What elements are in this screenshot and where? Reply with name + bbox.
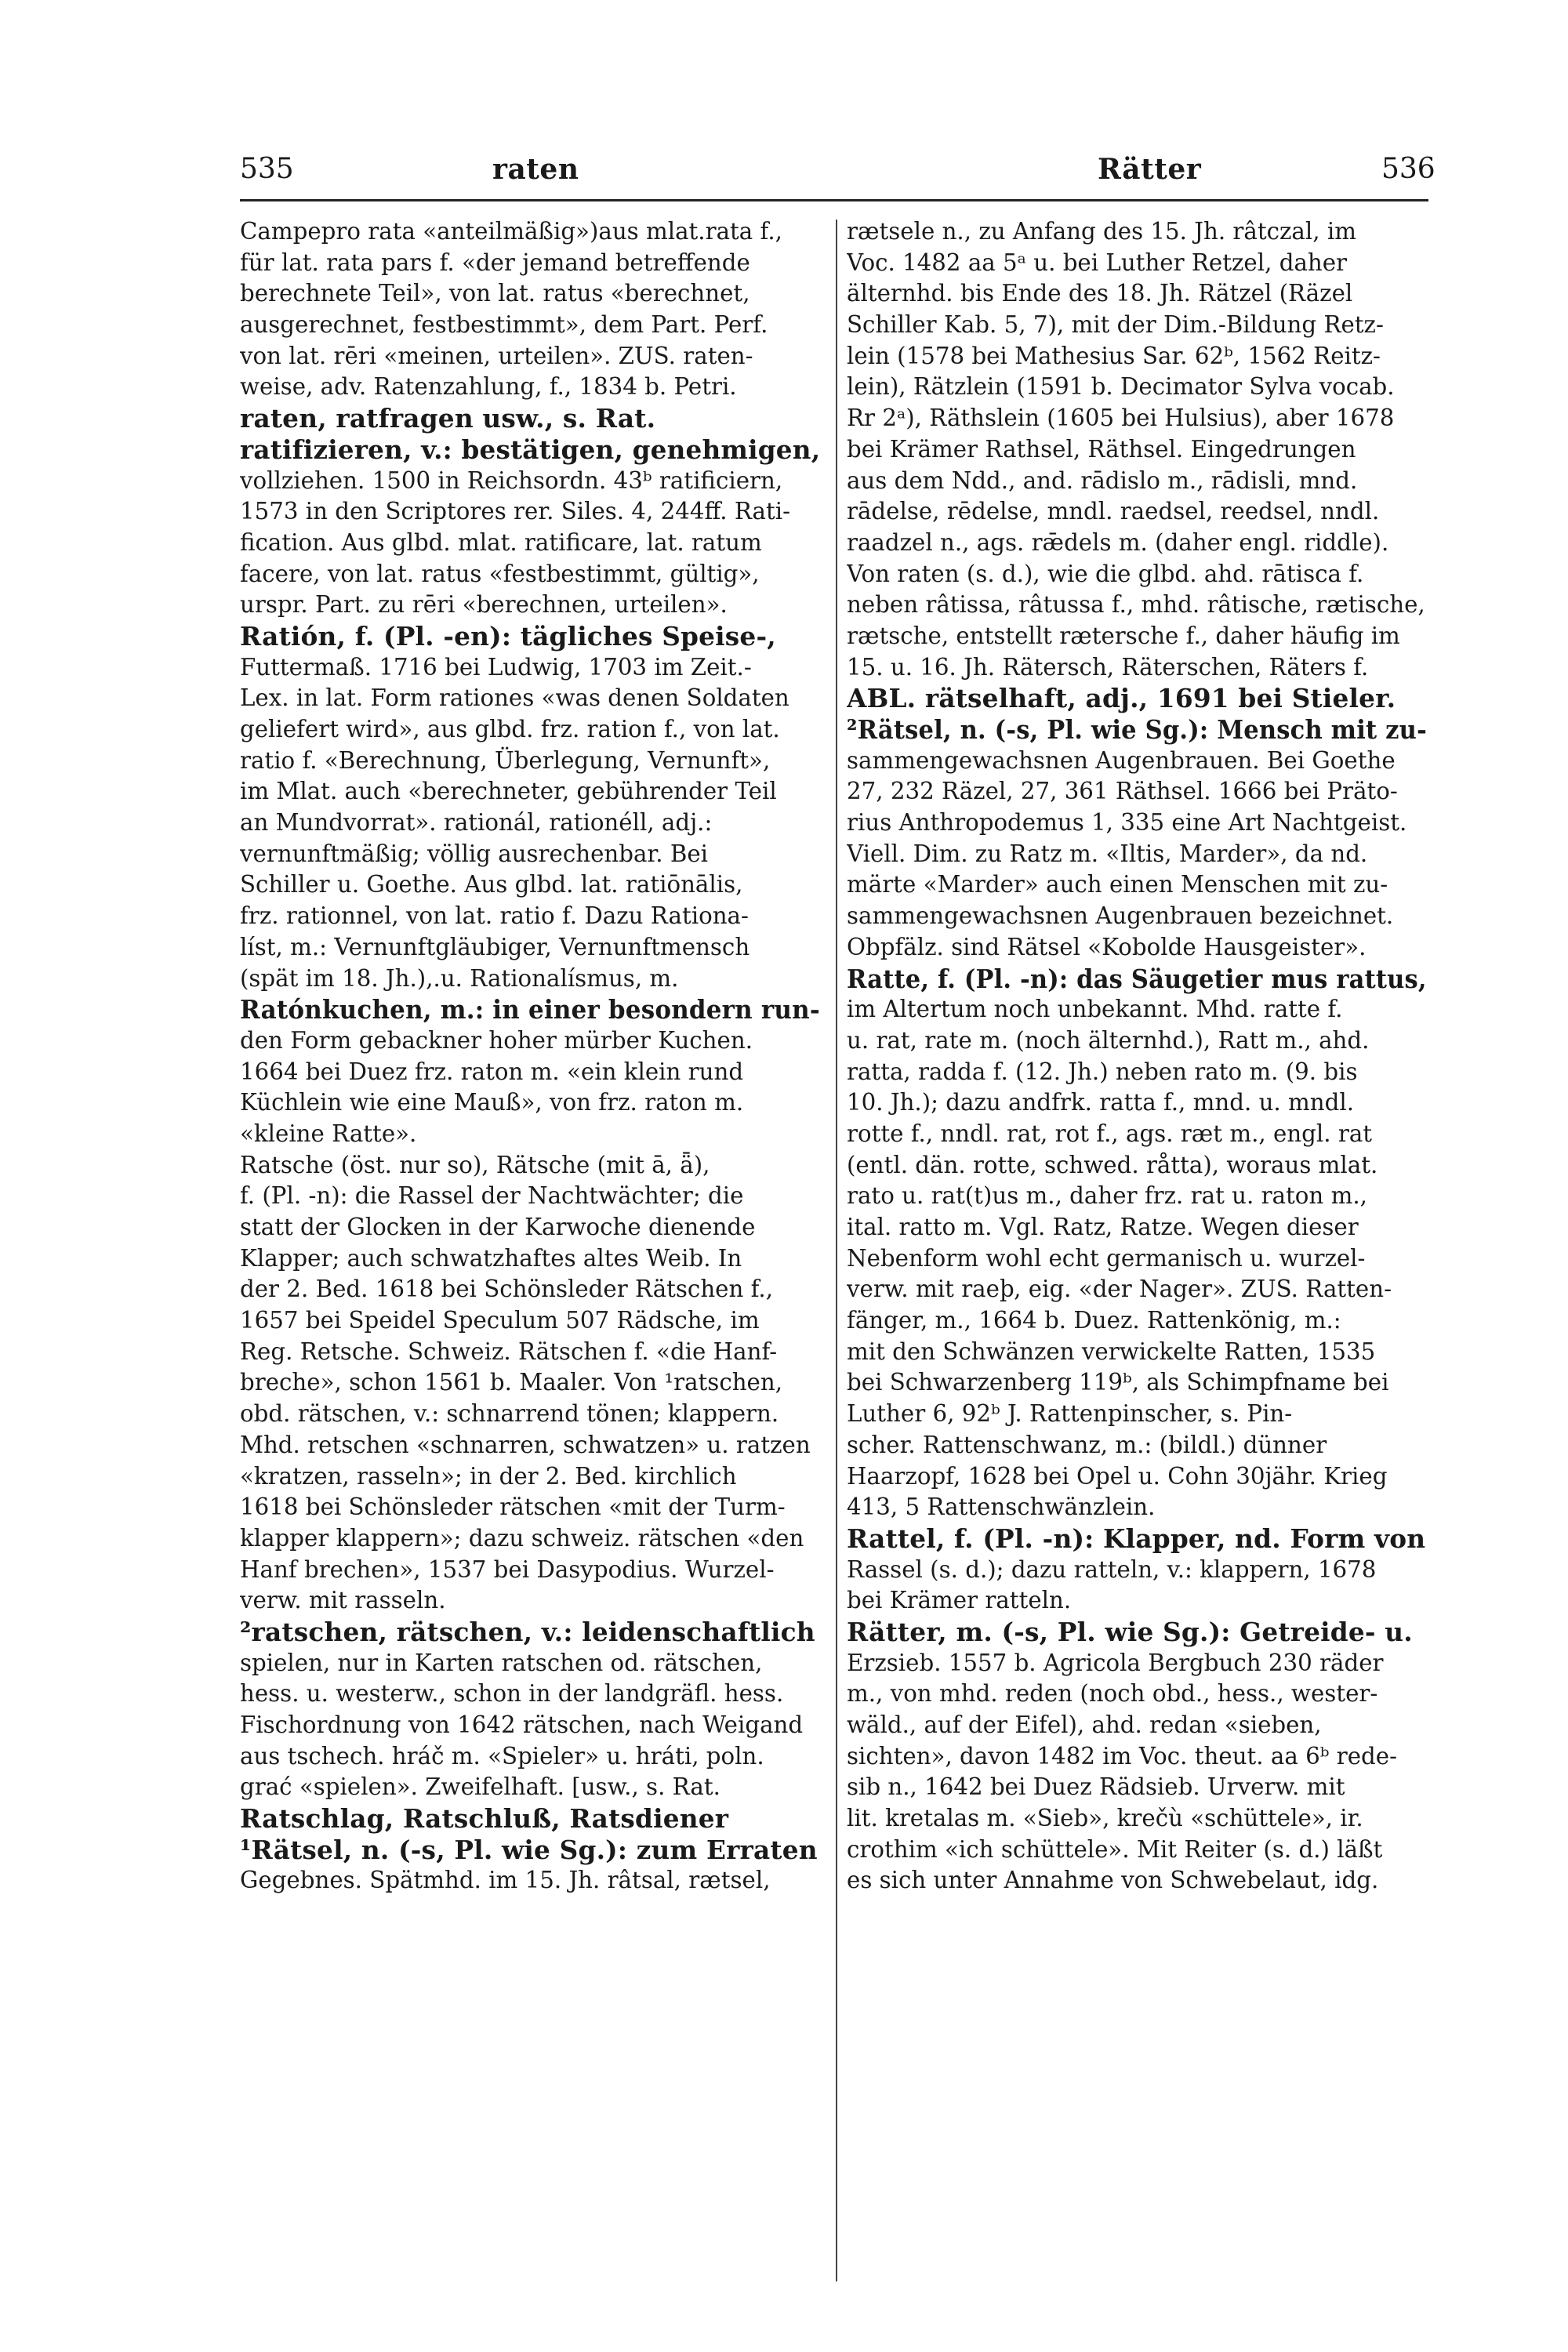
text-line: breche», schon 1561 b. Maaler. Von ¹ratschen,: [240, 1369, 783, 1396]
text-line: rius Anthropodemus 1, 335 eine Art Nachtgeist.: [847, 809, 1407, 837]
text-line: statt der Glocken in der Karwoche dienende: [240, 1214, 756, 1240]
text-line: älternhd. bis Ende des 18. Jh. Rätzel (Räzel: [847, 280, 1353, 307]
text-line: Futtermaß. 1716 bei Ludwig, 1703 im Zeit.-: [240, 653, 752, 681]
text-line: fication. Aus glbd. mlat. ratificare, lat. ratum: [240, 528, 762, 556]
text-line: Obpfälz. sind Rätsel «Kobolde Hausgeister».: [847, 933, 1367, 960]
text-line: im Altertum noch unbekannt. Mhd. ratte f.: [847, 996, 1343, 1023]
text-line: der 2. Bed. 1618 bei Schönsleder Rätschen f.,: [240, 1276, 774, 1303]
text-line: «kratzen, rasseln»; in der 2. Bed. kirchlich: [240, 1462, 737, 1490]
text-line: Viell. Dim. zu Ratz m. «Iltis, Marder», da nd.: [847, 840, 1368, 867]
text-line: ¹Rätsel, n. (-s, Pl. wie Sg.): zum Erraten: [240, 1834, 818, 1865]
text-line: 1573 in den Scriptores rer. Siles. 4, 244ff. Rati-: [240, 498, 790, 525]
text-line: ital. ratto m. Vgl. Ratz, Ratze. Wegen dieser: [847, 1214, 1359, 1240]
text-line: spielen, nur in Karten ratschen od. rätschen,: [240, 1649, 763, 1676]
text-line: Reg. Retsche. Schweiz. Rätschen f. «die Hanf-: [240, 1338, 778, 1365]
text-line: lein), Rätzlein (1591 b. Decimator Sylva vocab.: [847, 373, 1395, 401]
text-line: berechnete Teil», von lat. ratus «berechnet,: [240, 280, 750, 307]
text-line: lit. kretalas m. «Sieb», krečù «schüttele», ir.: [847, 1805, 1363, 1832]
text-line: ABL. rätselhaft, adj., 1691 bei Stieler.: [847, 683, 1396, 714]
text-line: mit den Schwänzen verwickelte Ratten, 1535: [847, 1338, 1376, 1365]
text-line: Schiller Kab. 5, 7), mit der Dim.-Bildung Retz-: [847, 311, 1384, 339]
text-line: bei Schwarzenberg 119ᵇ, als Schimpfname bei: [847, 1369, 1389, 1396]
text-line: 15. u. 16. Jh. Rätersch, Räterschen, Räters f.: [847, 653, 1369, 681]
text-line: rætsche, entstellt rætersche f., daher häufig im: [847, 622, 1400, 649]
text-line: Rätter, m. (-s, Pl. wie Sg.): Getreide- u.: [847, 1616, 1413, 1647]
text-line: ratifizieren, v.: bestätigen, genehmigen,: [240, 434, 821, 465]
text-line: märte «Marder» auch einen Menschen mit zu-: [847, 871, 1388, 898]
text-line: es sich unter Annahme von Schwebelaut, idg.: [847, 1867, 1379, 1894]
text-line: Ratte, f. (Pl. -n): das Säugetier mus rattus,: [847, 963, 1427, 994]
text-line: rotte f., nndl. rat, rot f., ags. ræt m., engl. rat: [847, 1120, 1373, 1147]
column-divider: [836, 220, 837, 2281]
text-line: vernunftmäßig; völlig ausrechenbar. Bei: [240, 840, 708, 867]
text-column-left: [240, 216, 825, 2286]
text-line: ratio f. «Berechnung, Überlegung, Vernunft»,: [240, 746, 771, 774]
text-line: 1664 bei Duez frz. raton m. «ein klein rund: [240, 1058, 744, 1085]
running-head-right: Rätter: [1098, 153, 1202, 186]
text-line: scher. Rattenschwanz, m.: (bildl.) dünner: [847, 1431, 1327, 1458]
text-line: líst, m.: Vernunftgläubiger, Vernunftmensch: [240, 933, 750, 960]
text-line: Ratsche (öst. nur so), Rätsche (mit ā, ǟ),: [240, 1151, 710, 1178]
page-number-right: 536: [1381, 153, 1436, 185]
text-line: grać «spielen». Zweifelhaft. [usw., s. Rat.: [240, 1773, 720, 1801]
text-line: (entl. dän. rotte, schwed. råtta), woraus mlat.: [847, 1151, 1378, 1178]
text-line: wäld., auf der Eifel), ahd. redan «sieben,: [847, 1711, 1322, 1738]
text-line: weise, adv. Ratenzahlung, f., 1834 b. Petri.: [240, 373, 737, 401]
text-line: aus tschech. hráč m. «Spieler» u. hráti, poln.: [240, 1742, 764, 1769]
text-line: f. (Pl. -n): die Rassel der Nachtwächter; die: [240, 1182, 744, 1210]
text-line: Rattel, f. (Pl. -n): Klapper, nd. Form von: [847, 1523, 1426, 1554]
text-line: rato u. rat(t)us m., daher frz. rat u. raton m.,: [847, 1182, 1367, 1210]
text-line: Küchlein wie eine Mauß», von frz. raton m.: [240, 1089, 744, 1116]
text-line: Erzsieb. 1557 b. Agricola Bergbuch 230 räder: [847, 1649, 1384, 1676]
text-line: ausgerechnet, festbestimmt», dem Part. Perf.: [240, 311, 768, 339]
text-line: Ratión, f. (Pl. -en): tägliches Speise-,: [240, 620, 776, 652]
text-line: im Mlat. auch «berechneter, gebührender Teil: [240, 778, 777, 805]
text-line: 27, 232 Räzel, 27, 361 Räthsel. 1666 bei Präto-: [847, 778, 1398, 805]
text-line: an Mundvorrat». rationál, rationéll, adj.:: [240, 809, 713, 837]
text-line: fänger, m., 1664 b. Duez. Rattenkönig, m.:: [847, 1307, 1341, 1334]
text-line: für lat. rata pars f. «der jemand betreffende: [240, 249, 750, 276]
text-line: Ratónkuchen, m.: in einer besondern run-: [240, 994, 820, 1025]
text-line: m., von mhd. reden (noch obd., hess., wester-: [847, 1680, 1378, 1708]
text-line: verw. mit raeþ, eig. «der Nager». ZUS. Ratten-: [847, 1276, 1392, 1303]
text-line: Mhd. retschen «schnarren, schwatzen» u. ratzen: [240, 1431, 811, 1458]
text-line: obd. rätschen, v.: schnarrend tönen; klappern.: [240, 1400, 779, 1428]
text-line: ratta, radda f. (12. Jh.) neben rato m. (9. bis: [847, 1058, 1358, 1085]
text-line: 1657 bei Speidel Speculum 507 Rädsche, im: [240, 1307, 760, 1334]
text-line: sammengewachsnen Augenbrauen bezeichnet.: [847, 902, 1394, 930]
text-line: Nebenform wohl echt germanisch u. wurzel-: [847, 1244, 1366, 1272]
text-line: Hanf brechen», 1537 bei Dasypodius. Wurzel-: [240, 1555, 775, 1583]
text-line: Schiller u. Goethe. Aus glbd. lat. ratiōnālis,: [240, 871, 743, 898]
text-line: vollziehen. 1500 in Reichsordn. 43ᵇ ratificiern,: [240, 466, 783, 494]
text-line: raadzel n., ags. rǣdels m. (daher engl. riddle).: [847, 528, 1389, 556]
text-line: crothim «ich schüttele». Mit Reiter (s. d.) läßt: [847, 1835, 1383, 1863]
text-line: facere, von lat. ratus «festbestimmt, gültig»,: [240, 560, 760, 587]
text-line: rādelse, rēdelse, mndl. raedsel, reedsel, nndl.: [847, 498, 1380, 525]
text-line: Haarzopf, 1628 bei Opel u. Cohn 30jähr. Krieg: [847, 1462, 1388, 1490]
text-line: Fischordnung von 1642 rätschen, nach Weigand: [240, 1711, 804, 1738]
text-line: Campepro rata «anteilmäßig»)aus mlat.rata f.,: [240, 218, 782, 245]
text-line: 413, 5 Rattenschwänzlein.: [847, 1494, 1156, 1521]
text-line: bei Krämer Rathsel, Räthsel. Eingedrungen: [847, 435, 1356, 463]
text-line: sichten», davon 1482 im Voc. theut. aa 6ᵇ rede-: [847, 1742, 1397, 1769]
text-line: u. rat, rate m. (noch älternhd.), Ratt m., ahd.: [847, 1026, 1370, 1054]
text-line: den Form gebackner hoher mürber Kuchen.: [240, 1026, 753, 1054]
text-line: lein (1578 bei Mathesius Sar. 62ᵇ, 1562 Reitz-: [847, 342, 1381, 369]
text-line: aus dem Ndd., and. rādislo m., rādisli, mnd.: [847, 466, 1358, 494]
text-line: von lat. rēri «meinen, urteilen». ZUS. raten-: [240, 342, 753, 369]
page-number-left: 535: [240, 153, 294, 185]
text-line: Lex. in lat. Form rationes «was denen Soldaten: [240, 684, 789, 712]
text-line: raten, ratfragen usw., s. Rat.: [240, 403, 656, 434]
text-line: geliefert wird», aus glbd. frz. ration f., von lat.: [240, 716, 780, 742]
text-line: neben râtissa, râtussa f., mhd. râtische, rætische,: [847, 591, 1425, 619]
running-head-left: raten: [492, 153, 579, 186]
text-line: Klapper; auch schwatzhaftes altes Weib. In: [240, 1244, 742, 1272]
text-line: sib n., 1642 bei Duez Rädsieb. Urverw. mit: [847, 1773, 1345, 1801]
text-line: (spät im 18. Jh.),.u. Rationalísmus, m.: [240, 964, 679, 992]
text-line: Luther 6, 92ᵇ J. Rattenpinscher, s. Pin-: [847, 1400, 1293, 1428]
text-line: verw. mit rasseln.: [240, 1587, 446, 1614]
text-line: Ratschlag, Ratschluß, Ratsdiener: [240, 1803, 729, 1835]
header-rule: [240, 199, 1428, 201]
text-line: sammengewachsnen Augenbrauen. Bei Goethe: [847, 746, 1396, 774]
text-line: 10. Jh.); dazu andfrk. ratta f., mnd. u. mndl.: [847, 1089, 1355, 1116]
text-line: klapper klappern»; dazu schweiz. rätschen «den: [240, 1524, 804, 1552]
text-line: hess. u. westerw., schon in der landgräfl. hess.: [240, 1680, 784, 1708]
text-line: frz. rationnel, von lat. ratio f. Dazu Rationa-: [240, 902, 749, 930]
text-column-right: [847, 216, 1432, 2286]
text-line: rætsele n., zu Anfang des 15. Jh. râtczal, im: [847, 218, 1356, 245]
text-line: Rr 2ᵃ), Räthslein (1605 bei Hulsius), aber 1678: [847, 405, 1395, 432]
text-line: ²Rätsel, n. (-s, Pl. wie Sg.): Mensch mit zu-: [847, 714, 1427, 745]
text-line: Voc. 1482 aa 5ᵃ u. bei Luther Retzel, daher: [847, 249, 1348, 276]
text-line: Von raten (s. d.), wie die glbd. ahd. rātisca f.: [847, 560, 1364, 587]
text-line: Rassel (s. d.); dazu ratteln, v.: klappern, 1678: [847, 1555, 1377, 1583]
text-line: «kleine Ratte».: [240, 1120, 417, 1147]
text-line: bei Krämer ratteln.: [847, 1587, 1072, 1614]
text-line: ²ratschen, rätschen, v.: leidenschaftlich: [240, 1616, 815, 1647]
text-line: urspr. Part. zu rēri «berechnen, urteilen».: [240, 591, 728, 619]
text-line: 1618 bei Schönsleder rätschen «mit der Turm-: [240, 1494, 786, 1521]
text-line: Gegebnes. Spätmhd. im 15. Jh. râtsal, rætsel,: [240, 1867, 771, 1894]
